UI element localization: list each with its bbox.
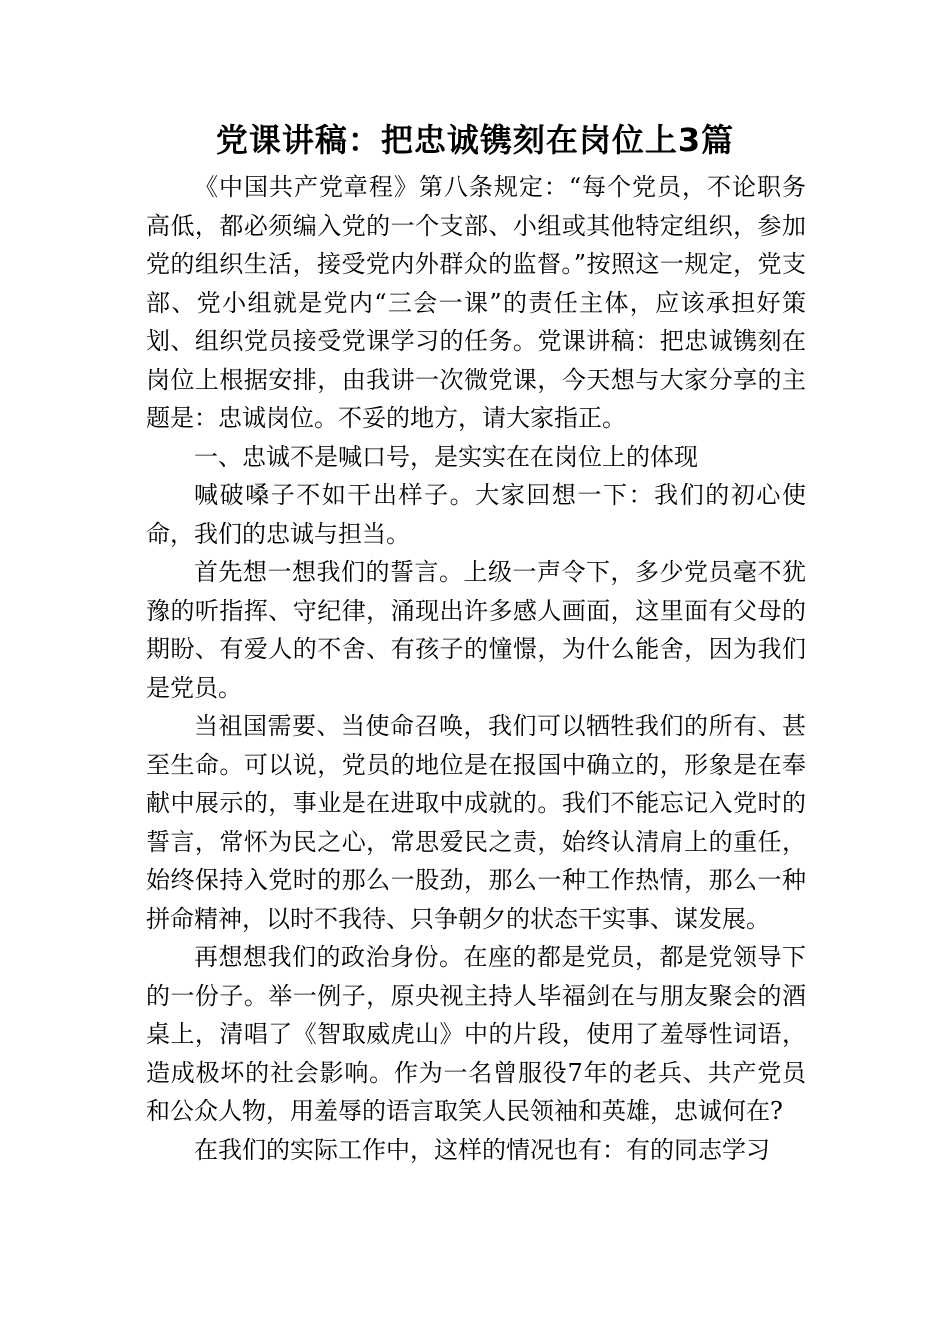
document-title: 党课讲稿：把忠诚镌刻在岗位上3篇 [215, 121, 735, 159]
paragraph: 当祖国需要、当使命召唤，我们可以牺牲我们的所有、甚至生命。可以说，党员的地位是在报国中确立的，形象是在奉献中展示的，事业是在进取中成就的。我们不能忘记入党时的誓言，常怀为民之心，常思爱民之责，始终认清肩上的重任，始终保持入党时的那么一股劲，那么一种工作热情，那么一种拼命精神，以时不我待、只争朝夕的状态干实事、谋发展。 [146, 712, 806, 933]
paragraph: 首先想一想我们的誓言。上级一声令下，多少党员毫不犹豫的听指挥、守纪律，涌现出许多感人画面，这里面有父母的期盼、有爱人的不舍、有孩子的憧憬，为什么能舍，因为我们是党员。 [146, 558, 806, 702]
document-body [146, 168, 806, 1169]
paragraph: 在我们的实际工作中，这样的情况也有：有的同志学习 [194, 1135, 770, 1164]
paragraph: 再想想我们的政治身份。在座的都是党员，都是党领导下的一份子。举一例子，原央视主持人毕福剑在与朋友聚会的酒桌上，清唱了《智取威虎山》中的片段，使用了羞辱性词语，造成极坏的社会影响。作为一名曾服役7年的老兵、共产党员和公众人物，用羞辱的语言取笑人民领袖和英雄，忠诚何在? [146, 943, 806, 1125]
paragraph-intro: 《中国共产党章程》第八条规定：“每个党员，不论职务高低，都必须编入党的一个支部、小组或其他特定组织，参加党的组织生活，接受党内外群众的监督。”按照这一规定，党支部、党小组就是党内“三会一课”的责任主体，应该承担好策划、组织党员接受党课学习的任务。党课讲稿：把忠诚镌刻在岗位上根据安排，由我讲一次微党课，今天想与大家分享的主题是：忠诚岗位。不妥的地方，请大家指正。 [146, 173, 806, 432]
paragraph: 喊破嗓子不如干出样子。大家回想一下：我们的初心使命，我们的忠诚与担当。 [146, 481, 806, 548]
section-heading-1: 一、忠诚不是喊口号，是实实在在岗位上的体现 [194, 442, 698, 471]
